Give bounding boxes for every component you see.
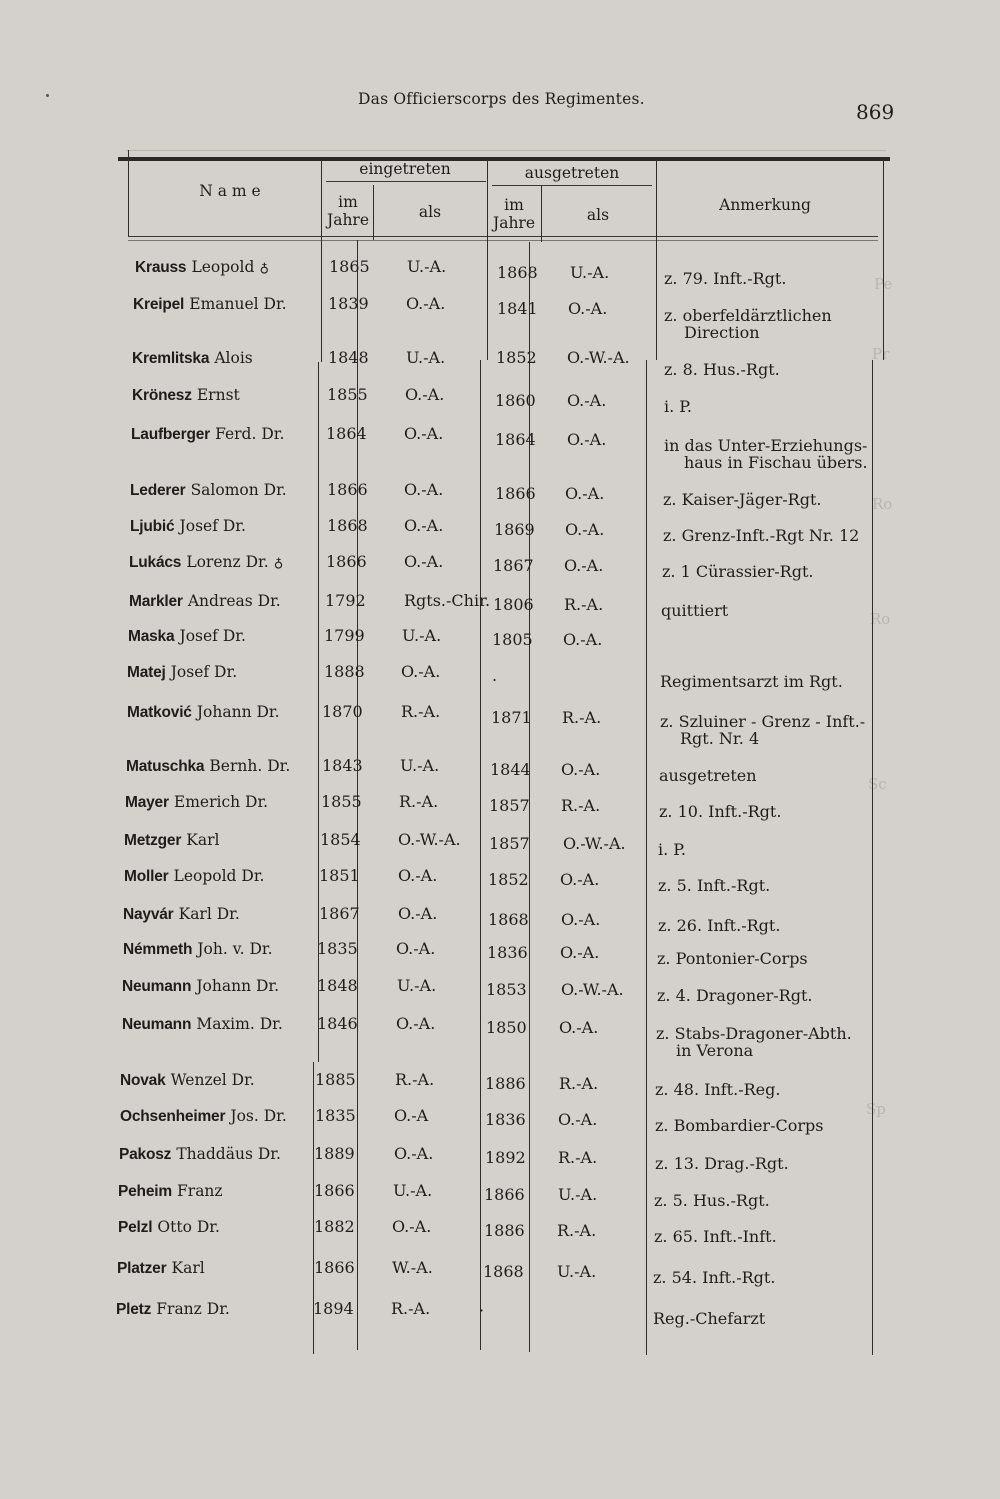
entry-year: 1855 — [327, 385, 368, 404]
exit-year: 1868 — [497, 263, 538, 282]
entry-rank: O.-A. — [406, 294, 446, 313]
header-name: N a m e — [199, 182, 261, 200]
surname: Ochsenheimer — [120, 1108, 226, 1125]
exit-rank: O.-A. — [558, 1110, 598, 1129]
surname: Laufberger — [131, 426, 210, 443]
remark — [653, 1269, 868, 1286]
given-name: Josef Dr. — [179, 517, 246, 535]
exit-year: 1852 — [488, 870, 529, 889]
remark-line: z. 26. Inft.-Rgt. — [658, 916, 781, 935]
surname: Neumann — [122, 1016, 192, 1033]
show-through: Sp — [866, 1100, 886, 1118]
officer-name — [130, 517, 246, 535]
exit-rank: R.-A. — [564, 595, 604, 614]
exit-rank: R.-A. — [558, 1148, 598, 1167]
table-row — [0, 481, 1000, 521]
table-row — [0, 757, 1000, 797]
ausgetreten-rule — [492, 185, 652, 186]
entry-rank: U.-A. — [397, 976, 437, 995]
remark — [655, 1081, 870, 1098]
exit-year: 1857 — [489, 834, 530, 853]
remark — [660, 673, 875, 690]
officer-name — [132, 349, 253, 367]
top-thick-rule — [118, 157, 890, 161]
entry-year: 1864 — [326, 424, 367, 443]
exit-rank: O.-A. — [561, 910, 601, 929]
surname: Ljubić — [130, 518, 175, 535]
entry-year: 1851 — [319, 866, 360, 885]
table-row — [0, 386, 1000, 426]
given-name: Karl — [186, 831, 220, 849]
remark-line: z. Stabs-Dragoner-Abth. — [656, 1024, 852, 1043]
remark-line: ausgetreten — [659, 766, 757, 785]
remark-line: haus in Fischau übers. — [684, 453, 868, 473]
given-name: Ferd. Dr. — [215, 425, 285, 443]
remark-line: z. 5. Inft.-Rgt. — [658, 876, 771, 895]
table-row — [0, 592, 1000, 632]
remark — [658, 841, 873, 858]
exit-year: 1868 — [488, 910, 529, 929]
table-row — [0, 977, 1000, 1017]
entry-year: 1799 — [324, 626, 365, 645]
officer-name — [128, 627, 246, 645]
exit-rank: O.-A. — [568, 299, 608, 318]
exit-year: 1836 — [485, 1110, 526, 1129]
exit-rank: O.-A. — [564, 556, 604, 575]
entry-year: 1835 — [317, 939, 358, 958]
table-row — [0, 831, 1000, 871]
surname: Platzer — [117, 1260, 167, 1277]
surname: Maska — [128, 628, 175, 645]
remark — [660, 713, 875, 748]
header-in-as: als — [418, 203, 442, 221]
officer-name — [117, 1259, 205, 1277]
table-row — [0, 1145, 1000, 1185]
remark — [664, 361, 879, 378]
page-number: 869 — [856, 100, 895, 124]
surname: Moller — [124, 868, 169, 885]
remark-line: z. 1 Cürassier-Rgt. — [662, 562, 814, 581]
officer-name — [129, 592, 281, 610]
officer-name — [122, 1015, 283, 1033]
officer-name — [124, 867, 264, 885]
exit-rank: U.-A. — [558, 1185, 598, 1204]
remark — [654, 1228, 869, 1245]
header-ausgetreten: ausgetreten — [524, 164, 620, 182]
remark-line: z. Szluiner - Grenz - Inft.- — [660, 712, 866, 731]
entry-rank: O.-A. — [392, 1217, 432, 1236]
remark-line: z. 79. Inft.-Rgt. — [664, 269, 787, 288]
decoration-symbol: ♁ — [273, 556, 284, 571]
remark-line: Regimentsarzt im Rgt. — [660, 672, 843, 691]
remark-line: z. 54. Inft.-Rgt. — [653, 1268, 776, 1287]
remark — [664, 307, 879, 342]
remark — [664, 437, 879, 472]
entry-rank: O.-A. — [404, 480, 444, 499]
officer-name — [131, 425, 284, 443]
entry-rank: U.-A. — [407, 257, 447, 276]
entry-rank: O.-A. — [398, 904, 438, 923]
exit-rank: O.-A. — [560, 943, 600, 962]
officer-name — [127, 663, 237, 681]
entry-year: 1865 — [329, 257, 370, 276]
officer-name — [129, 553, 283, 571]
exit-year: 1871 — [491, 708, 532, 727]
officer-name — [123, 940, 273, 958]
entry-rank: U.-A. — [402, 626, 442, 645]
header-rule-double — [128, 240, 878, 241]
officer-name — [116, 1300, 230, 1318]
surname: Markler — [129, 593, 183, 610]
entry-year: 1866 — [314, 1181, 355, 1200]
given-name: Andreas Dr. — [187, 592, 281, 610]
remark-line: z. Grenz-Inft.-Rgt Nr. 12 — [663, 526, 860, 545]
given-name: Karl — [171, 1259, 205, 1277]
col-line-in-year — [373, 185, 374, 240]
surname: Matković — [127, 704, 192, 721]
exit-year: 1852 — [496, 348, 537, 367]
entry-rank: O.-A. — [401, 662, 441, 681]
given-name: Leopold — [191, 258, 255, 276]
entry-year: 1866 — [314, 1258, 355, 1277]
surname: Krauss — [135, 259, 187, 276]
exit-year: 1853 — [486, 980, 527, 999]
entry-year: 1839 — [328, 294, 369, 313]
entry-year: 1867 — [319, 904, 360, 923]
remark-line: z. 5. Hus.-Rgt. — [654, 1191, 770, 1210]
exit-year: 1866 — [495, 484, 536, 503]
table-row — [0, 553, 1000, 593]
given-name: Joh. v. Dr. — [197, 940, 273, 958]
remark — [664, 270, 879, 287]
exit-rank: O.-A. — [563, 630, 603, 649]
header-in-year: im Jahre — [326, 193, 370, 230]
remark-line: i. P. — [664, 397, 692, 416]
given-name: Emerich Dr. — [173, 793, 269, 811]
exit-rank: R.-A. — [557, 1221, 597, 1240]
remark — [664, 398, 879, 415]
surname: Kreipel — [133, 296, 185, 313]
exit-year: 1869 — [494, 520, 535, 539]
exit-year: · — [479, 1301, 485, 1320]
header-out-as: als — [586, 206, 610, 224]
given-name: Franz Dr. — [156, 1300, 230, 1318]
entry-year: 1889 — [314, 1144, 355, 1163]
exit-year: 1867 — [493, 556, 534, 575]
given-name: Josef Dr. — [179, 627, 246, 645]
remark-line: z. 65. Inft.-Inft. — [654, 1227, 777, 1246]
table-row — [0, 1107, 1000, 1147]
table-row — [0, 1014, 1000, 1061]
remark — [653, 1310, 868, 1327]
surname: Mayer — [125, 794, 169, 811]
officer-name — [123, 905, 240, 923]
exit-rank: O.-A. — [567, 430, 607, 449]
entry-rank: O.-A — [394, 1106, 429, 1125]
entry-rank: O.-A. — [396, 1014, 436, 1033]
officer-name — [132, 386, 240, 404]
surname: Némmeth — [123, 941, 193, 958]
given-name: Emanuel Dr. — [189, 295, 287, 313]
remark — [659, 767, 874, 784]
top-thin-rule — [126, 150, 886, 151]
officer-name — [120, 1071, 255, 1089]
remark-line: quittiert — [661, 601, 729, 620]
table-row — [0, 1259, 1000, 1299]
exit-rank: O.-A. — [567, 391, 607, 410]
decoration-symbol: ♁ — [259, 261, 269, 276]
entry-year: 1848 — [317, 976, 358, 995]
exit-year: 1866 — [484, 1185, 525, 1204]
printer-dot — [46, 94, 49, 97]
given-name: Wenzel Dr. — [170, 1071, 255, 1089]
remark-line: i. P. — [658, 840, 686, 859]
entry-rank: O.-W.-A. — [398, 830, 461, 849]
remark — [661, 602, 876, 619]
surname: Matej — [127, 664, 166, 681]
entry-rank: O.-A. — [405, 385, 445, 404]
given-name: Bernh. Dr. — [209, 757, 291, 775]
remark-line: z. 4. Dragoner-Rgt. — [657, 986, 813, 1005]
entry-rank: O.-A. — [404, 516, 444, 535]
surname: Pakosz — [119, 1146, 172, 1163]
entry-year: 1843 — [322, 756, 363, 775]
remark — [657, 987, 872, 1004]
remark — [663, 527, 878, 544]
exit-rank: O.-A. — [560, 870, 600, 889]
remark-line: in das Unter-Erziehungs- — [664, 436, 868, 455]
exit-year: . — [492, 666, 498, 685]
officer-name — [120, 1107, 287, 1125]
officer-name — [118, 1182, 223, 1200]
remark-line: z. Kaiser-Jäger-Rgt. — [663, 490, 822, 509]
entry-year: 1866 — [326, 552, 367, 571]
table-row — [0, 258, 1000, 298]
entry-rank: U.-A. — [400, 756, 440, 775]
exit-year: 1860 — [495, 391, 536, 410]
given-name: Jos. Dr. — [230, 1107, 287, 1125]
given-name: Karl Dr. — [178, 905, 240, 923]
entry-rank: R.-A. — [391, 1299, 431, 1318]
remark-line: z. Pontonier-Corps — [657, 949, 808, 968]
remark — [656, 1025, 871, 1060]
table-row — [0, 867, 1000, 907]
table-row — [0, 905, 1000, 945]
given-name: Alois — [214, 349, 253, 367]
table-row — [0, 424, 1000, 473]
entry-rank: W.-A. — [392, 1258, 433, 1277]
col-line-out-year — [541, 186, 542, 242]
entry-year: 1848 — [328, 348, 369, 367]
show-through: Pr — [872, 345, 890, 363]
remark-line: z. 8. Hus.-Rgt. — [664, 360, 780, 379]
officer-name — [130, 481, 287, 499]
header-rule — [128, 236, 878, 237]
officer-name — [119, 1145, 281, 1163]
show-through: Ro — [872, 495, 893, 513]
remark — [663, 491, 878, 508]
given-name: Leopold Dr. — [173, 867, 265, 885]
entry-year: 1882 — [314, 1217, 355, 1236]
exit-rank: R.-A. — [562, 708, 602, 727]
entry-year: 1855 — [321, 792, 362, 811]
exit-rank: O.-W.-A. — [563, 834, 626, 853]
header-out-year: im Jahre — [492, 196, 536, 233]
show-through: Sc — [868, 775, 887, 793]
exit-year: 1864 — [495, 430, 536, 449]
surname: Matuschka — [126, 758, 205, 775]
surname: Metzger — [124, 832, 182, 849]
officer-name — [135, 258, 269, 276]
given-name: Johann Dr. — [196, 977, 280, 995]
given-name: Johann Dr. — [196, 703, 280, 721]
remark — [657, 950, 872, 967]
exit-year: 1850 — [486, 1018, 527, 1037]
table-row — [0, 517, 1000, 557]
entry-year: 1846 — [317, 1014, 358, 1033]
surname: Pletz — [116, 1301, 152, 1318]
running-head: Das Officierscorps des Regimentes. — [358, 90, 645, 108]
entry-rank: R.-A. — [401, 702, 441, 721]
entry-year: 1792 — [325, 591, 366, 610]
exit-rank: O.-A. — [565, 484, 605, 503]
exit-year: 1868 — [483, 1262, 524, 1281]
surname: Lukács — [129, 554, 182, 571]
remark-line: z. 13. Drag.-Rgt. — [655, 1154, 789, 1173]
officer-name — [124, 831, 219, 849]
entry-year: 1866 — [327, 480, 368, 499]
entry-year: 1870 — [322, 702, 363, 721]
entry-rank: O.-A. — [404, 424, 444, 443]
officer-name — [118, 1218, 220, 1236]
remark — [662, 563, 877, 580]
entry-rank: U.-A. — [406, 348, 446, 367]
header-eingetreten: eingetreten — [359, 160, 451, 178]
remark-line: Direction — [684, 323, 760, 343]
surname: Kremlitska — [132, 350, 210, 367]
entry-year: 1835 — [315, 1106, 356, 1125]
exit-year: 1892 — [485, 1148, 526, 1167]
given-name: Otto Dr. — [157, 1218, 220, 1236]
surname: Nayvár — [123, 906, 174, 923]
entry-rank: R.-A. — [399, 792, 439, 811]
given-name: Josef Dr. — [170, 663, 238, 681]
table-row — [0, 1218, 1000, 1258]
remark — [658, 917, 873, 934]
remark-line: z. oberfeldärztlichen — [664, 306, 832, 325]
table-row — [0, 294, 1000, 343]
entry-rank: U.-A. — [393, 1181, 433, 1200]
given-name: Thaddäus Dr. — [176, 1145, 281, 1163]
entry-year: 1885 — [315, 1070, 356, 1089]
entry-rank: O.-A. — [394, 1144, 434, 1163]
table-row — [0, 663, 1000, 703]
show-through: Pe — [874, 275, 893, 293]
entry-year: 1888 — [324, 662, 365, 681]
surname: Krönesz — [132, 387, 192, 404]
table-row — [0, 793, 1000, 833]
entry-rank: O.-A. — [404, 552, 444, 571]
exit-year: 1844 — [490, 760, 531, 779]
show-through: Ro — [870, 610, 891, 628]
exit-year: 1805 — [492, 630, 533, 649]
exit-year: 1836 — [487, 943, 528, 962]
col-line-left — [128, 150, 129, 236]
exit-rank: R.-A. — [559, 1074, 599, 1093]
given-name: Maxim. Dr. — [196, 1015, 283, 1033]
remark — [658, 877, 873, 894]
surname: Neumann — [122, 978, 192, 995]
entry-rank: O.-A. — [398, 866, 438, 885]
eingetreten-rule — [326, 181, 486, 182]
surname: Novak — [120, 1072, 166, 1089]
entry-year: 1868 — [327, 516, 368, 535]
remark — [659, 803, 874, 820]
exit-rank: R.-A. — [561, 796, 601, 815]
remark — [655, 1155, 870, 1172]
remark-line: z. Bombardier-Corps — [655, 1116, 824, 1135]
remark-line: z. 48. Inft.-Reg. — [655, 1080, 781, 1099]
given-name: Franz — [177, 1182, 223, 1200]
exit-year: 1886 — [485, 1074, 526, 1093]
header-anmerkung: Anmerkung — [719, 196, 811, 214]
exit-rank: U.-A. — [557, 1262, 597, 1281]
exit-rank: O.-A. — [559, 1018, 599, 1037]
exit-rank: O.-W.-A. — [567, 348, 630, 367]
officer-name — [126, 757, 290, 775]
officer-name — [127, 703, 280, 721]
exit-rank: O.-W.-A. — [561, 980, 624, 999]
table-row — [0, 1071, 1000, 1111]
exit-year: 1857 — [489, 796, 530, 815]
surname: Pelzl — [118, 1219, 153, 1236]
table-row — [0, 627, 1000, 667]
exit-rank: O.-A. — [565, 520, 605, 539]
exit-rank: O.-A. — [561, 760, 601, 779]
remark — [655, 1117, 870, 1134]
officer-name — [133, 295, 287, 313]
table-row — [0, 349, 1000, 389]
exit-year: 1806 — [493, 595, 534, 614]
table-row — [0, 702, 1000, 749]
exit-rank: U.-A. — [570, 263, 610, 282]
table-row — [0, 1300, 1000, 1340]
entry-rank: O.-A. — [396, 939, 436, 958]
table-row — [0, 1182, 1000, 1222]
exit-year: 1841 — [497, 299, 538, 318]
officer-name — [122, 977, 279, 995]
remark-line: z. 10. Inft.-Rgt. — [659, 802, 782, 821]
entry-year: 1854 — [320, 830, 361, 849]
given-name: Lorenz Dr. — [186, 553, 269, 571]
given-name: Ernst — [196, 386, 240, 404]
entry-rank: Rgts.-Chir. — [404, 591, 491, 610]
remark-line: in Verona — [676, 1041, 754, 1061]
exit-year: 1886 — [484, 1221, 525, 1240]
remark-line: Rgt. Nr. 4 — [680, 729, 760, 749]
surname: Lederer — [130, 482, 186, 499]
given-name: Salomon Dr. — [190, 481, 287, 499]
entry-year: 1894 — [313, 1299, 354, 1318]
remark — [654, 1192, 869, 1209]
surname: Peheim — [118, 1183, 172, 1200]
entry-rank: R.-A. — [395, 1070, 435, 1089]
officer-name — [125, 793, 268, 811]
table-row — [0, 940, 1000, 980]
remark-line: Reg.-Chefarzt — [653, 1309, 766, 1328]
